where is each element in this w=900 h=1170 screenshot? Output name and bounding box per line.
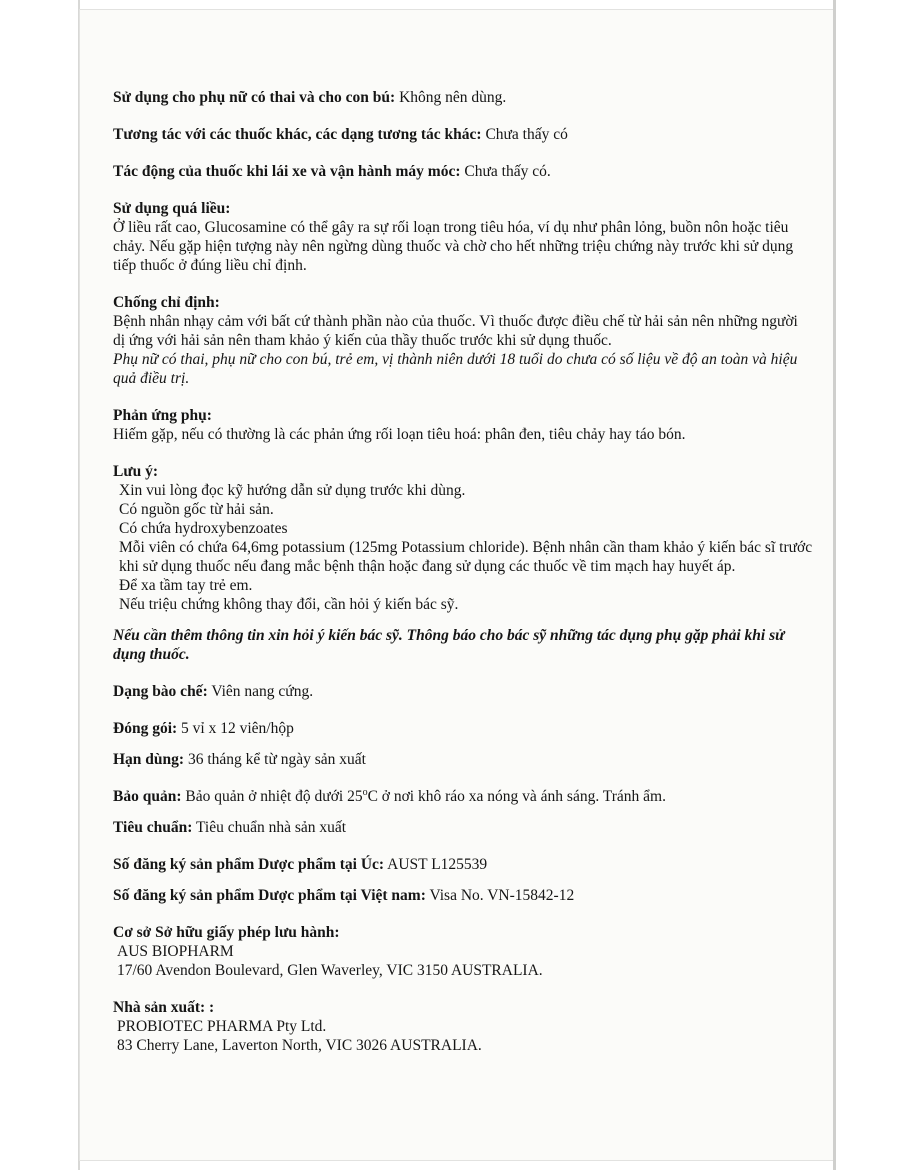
standard-section (113, 818, 813, 837)
interactions-label: Tương tác với các thuốc khác, các dạng tương tác khác: (113, 126, 482, 143)
dosage-form-section (113, 682, 813, 701)
notes-label: Lưu ý: (113, 463, 159, 480)
storage-text: Bảo quản ở nhiệt độ dưới 25 (181, 788, 363, 805)
expiry-label: Hạn dùng: (113, 751, 185, 768)
license-holder-section (113, 923, 813, 980)
overdose-label: Sử dụng quá liều: (113, 200, 231, 217)
standard-label: Tiêu chuẩn: (113, 819, 193, 836)
leaflet-content (113, 88, 813, 1055)
registration-vn-section (113, 886, 813, 905)
list-item: Có nguồn gốc từ hải sản. (119, 501, 274, 518)
manufacturer-address: 83 Cherry Lane, Laverton North, VIC 3026 AUSTRALIA. (117, 1037, 482, 1054)
contraindications-text: Bệnh nhân nhạy cảm với bất cứ thành phần nào của thuốc. Vì thuốc được điều chế từ hải sản nên những người dị ứng với hải sản nên tham khảo ý kiến của thầy thuốc trước khi sử dụng thuốc. (113, 313, 798, 349)
packaging-section (113, 719, 813, 738)
manufacturer-section (113, 998, 813, 1055)
overdose-text: Ở liều rất cao, Glucosamine có thể gây ra sự rối loạn trong tiêu hóa, ví dụ như phân lỏng, buồn nôn hoặc tiêu chảy. Nếu gặp hiện tượng này nên ngừng dùng thuốc và chờ cho hết những triệu chứng này trước khi sử dụng tiếp thuốc ở đúng liều chỉ định. (113, 219, 794, 274)
registration-au-label: Số đăng ký sản phẩm Dược phẩm tại Úc: (113, 856, 385, 873)
packaging-text: 5 vỉ x 12 viên/hộp (177, 720, 294, 737)
notes-list (113, 481, 813, 614)
side-effects-text: Hiếm gặp, nếu có thường là các phản ứng rối loạn tiêu hoá: phân đen, tiêu chảy hay táo bón. (113, 426, 686, 443)
list-item: Có chứa hydroxybenzoates (119, 520, 288, 537)
contraindications-italic: Phụ nữ có thai, phụ nữ cho con bú, trẻ em, vị thành niên dưới 18 tuổi do chưa có số liệu về độ an toàn và hiệu quả điều trị. (113, 351, 798, 387)
dosage-form-label: Dạng bào chế: (113, 683, 208, 700)
expiry-section (113, 750, 813, 769)
registration-au-text: AUST L125539 (384, 856, 488, 873)
overdose-section (113, 199, 813, 275)
license-holder-label: Cơ sở Sở hữu giấy phép lưu hành: (113, 924, 340, 941)
pregnancy-section (113, 88, 813, 107)
pregnancy-label: Sử dụng cho phụ nữ có thai và cho con bú: (113, 89, 396, 106)
expiry-text: 36 tháng kể từ ngày sản xuất (184, 751, 366, 768)
side-effects-section (113, 406, 813, 444)
packaging-label: Đóng gói: (113, 720, 178, 737)
storage-text-after: C ở nơi khô ráo xa nóng và ánh sáng. Tránh ẩm. (367, 788, 666, 805)
license-holder-address: 17/60 Avendon Boulevard, Glen Waverley, VIC 3150 AUSTRALIA. (117, 962, 543, 979)
dosage-form-text: Viên nang cứng. (207, 683, 314, 700)
manufacturer-label: Nhà sản xuất: : (113, 999, 215, 1016)
registration-au-section (113, 855, 813, 874)
notes-section (113, 462, 813, 614)
list-item: Để xa tầm tay trẻ em. (119, 577, 253, 594)
storage-section (113, 787, 813, 806)
advice-text: Nếu cần thêm thông tin xin hỏi ý kiến bác sỹ. Thông báo cho bác sỹ những tác dụng phụ gặp phải khi sử dụng thuốc. (113, 627, 785, 663)
driving-label: Tác động của thuốc khi lái xe và vận hành máy móc: (113, 163, 461, 180)
driving-section (113, 162, 813, 181)
driving-text: Chưa thấy có. (460, 163, 551, 180)
license-holder-name: AUS BIOPHARM (117, 943, 234, 960)
side-effects-label: Phản ứng phụ: (113, 407, 212, 424)
interactions-section (113, 125, 813, 144)
contraindications-label: Chống chỉ định: (113, 294, 220, 311)
manufacturer-name: PROBIOTEC PHARMA Pty Ltd. (117, 1018, 327, 1035)
registration-vn-label: Số đăng ký sản phẩm Dược phẩm tại Việt nam: (113, 887, 426, 904)
list-item: Nếu triệu chứng không thay đổi, cần hỏi ý kiến bác sỹ. (119, 596, 459, 613)
contraindications-section (113, 293, 813, 388)
list-item: Xin vui lòng đọc kỹ hướng dẫn sử dụng trước khi dùng. (119, 482, 466, 499)
list-item: Mỗi viên có chứa 64,6mg potassium (125mg Potassium chloride). Bệnh nhân cần tham khảo ý kiến bác sĩ trước khi sử dụng thuốc nếu đang mắc bệnh thận hoặc đang sử dụng các thuốc về tim mạch hay huyết áp. (119, 539, 813, 575)
pregnancy-text: Không nên dùng. (395, 89, 507, 106)
interactions-text: Chưa thấy có (481, 126, 568, 143)
page-edge-right (833, 0, 836, 1170)
standard-text: Tiêu chuẩn nhà sản xuất (192, 819, 347, 836)
degree-symbol: o (362, 786, 368, 798)
registration-vn-text: Visa No. VN-15842-12 (425, 887, 575, 904)
storage-label: Bảo quản: (113, 788, 182, 805)
